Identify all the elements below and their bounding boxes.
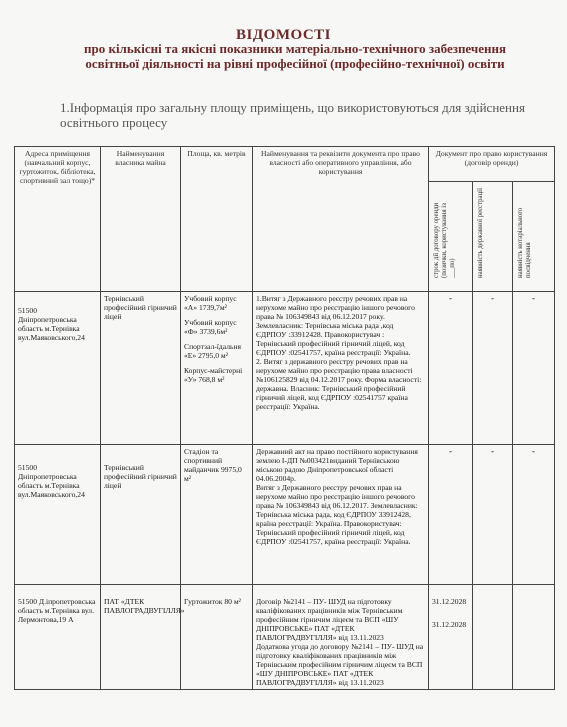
header-docs: Найменування та реквізити документа про право власності або оперативного управління, або користування — [253, 147, 429, 292]
row-owner: Тернівський професійний гірничий ліцей — [101, 445, 181, 585]
doc-item: Державний акт на право постійного користування землею І-ДП №003421виданий Тернівською міською радою Дніпропетровської області 04.06.2004р. — [256, 447, 418, 483]
area-item: Гуртожиток 80 м² — [184, 597, 241, 606]
table-row — [15, 585, 555, 690]
header-term: строк дії договору оренди (позички, користування із ___по) — [433, 202, 456, 278]
area-item: Учбовий корпус «Ф» 3739,6м² — [184, 318, 237, 336]
row-term — [429, 585, 473, 690]
table-row — [15, 292, 555, 445]
header-owner: Найменування власника майна — [101, 147, 181, 292]
row-notary: - — [513, 445, 555, 585]
row-docs — [253, 292, 429, 445]
row-term: - — [429, 445, 473, 585]
row-area — [181, 292, 253, 445]
term-item: 31.12.2028 — [432, 620, 467, 629]
area-item: Стадіон та спортивний майданчик 9975,0 м² — [184, 447, 242, 483]
section-heading: 1.Інформація про загальну площу приміщень, що використовуються для здійснення освітнього процесу — [60, 100, 525, 130]
area-item: Учбовий корпус «А» 1739,7м² — [184, 294, 237, 312]
row-area — [181, 445, 253, 585]
doc-item: 2. Витяг з державного реєстру речових прав на нерухоме майно про реєстрацію права власності №106125829 від 04.12.2017 року. Форма власності: державна. Власник: Тернівський професійний гірничий ліцей, код ЄДРПОУ :02541757 країна реєстрації: Україна. — [256, 357, 422, 411]
doc-item: 1.Витяг з Державного реєстру речових прав на нерухоме майно про реєстрацію іншого речового права № 106349843 від 06.12.2017 року. Землевласник: Тернівська міська рада ,код ЄДРПОУ :33912428. Правокористувач : Тернівський професійний гірничий ліцей, код ЄДРПОУ :02541757, країна реєстрації: Україна. — [256, 294, 415, 357]
document-title: ВІДОМОСТІ — [235, 27, 331, 43]
row-term: - — [429, 292, 473, 445]
table-header-row — [15, 147, 555, 182]
row-docs — [253, 585, 429, 690]
row-owner: ПАТ «ДТЕК ПАВЛОГРАДВУГІЛЛЯ» — [101, 585, 181, 690]
doc-item: Витяг з Державного реєстру речових прав на нерухоме майно про реєстрацію іншого речового права № 106349843 від 06.12.2017. Землевласник: Тернівська міська рада, код ЄДРПОУ 33912428, країна реєстрації: Україна. Правокористувач: Тернівський професійний гірничий ліцей, код ЄДРПОУ :02541757, країна реєстрації: Україна. — [256, 483, 418, 546]
row-owner: Тернівський професійний гірничий ліцей — [101, 292, 181, 445]
row-docs — [253, 445, 429, 585]
row-address: 51500 Дніпропетровська область м.Тернівка вул.Маяковського,24 — [15, 292, 101, 445]
row-state-reg — [473, 585, 513, 690]
row-notary — [513, 585, 555, 690]
row-state-reg: - — [473, 292, 513, 445]
header-notary: наявність нотаріального посвідчення — [517, 207, 532, 278]
row-address: 51500 Д.іпропетровська область м.Тернівка вул. Лермонтова,19 А — [15, 585, 101, 690]
table-row — [15, 445, 555, 585]
document-subtitle: про кількісні та якісні показники матеріально-технічного забезпечення освітньої діяльності на рівні професійної (професійно-технічної) освіти — [83, 41, 506, 71]
row-address: 51500 Дніпропетровська область м.Тернівка вул.Маяковського,24 — [15, 445, 101, 585]
premises-table — [14, 146, 555, 690]
row-notary: - — [513, 292, 555, 445]
header-address: Адреса приміщення (навчальний корпус, гуртожиток, бібліотека, спортивний зал тощо)* — [15, 147, 101, 292]
header-area: Площа, кв. метрів — [181, 147, 253, 292]
term-item: 31.12.2028 — [432, 597, 467, 606]
row-state-reg: - — [473, 445, 513, 585]
doc-item: Додаткова угода до договору №2141 – ПУ- ШУД на підготовку кваліфікованих працівників між Тернівським професійним гірничим ліцеєм та ВСП «ШУ ДНІПРОВСЬКЕ» ПАТ «ДТЕК ПАВЛОГРАДВУГІЛЛЯ» від 13.11.2023 — [256, 642, 424, 687]
area-item: Спортзал-їдальня «Е» 2795,0 м² — [184, 342, 242, 360]
header-doc-right: Документ про право користування (договір оренди) — [429, 147, 555, 182]
header-state-reg: наявність державної реєстрації — [477, 188, 484, 278]
area-item: Корпус-майстерні «У» 768,8 м² — [184, 366, 243, 384]
doc-item: Договір №2141 – ПУ- ШУД на підготовку кваліфікованих працівників між Тернівським професійним гірничим ліцеєм та ВСП «ШУ ДНІПРОВСЬКЕ» ПАТ «ДТЕК ПАВЛОГРАДВУГІЛЛЯ» від 13.11.2023 — [256, 597, 403, 642]
row-area — [181, 585, 253, 690]
